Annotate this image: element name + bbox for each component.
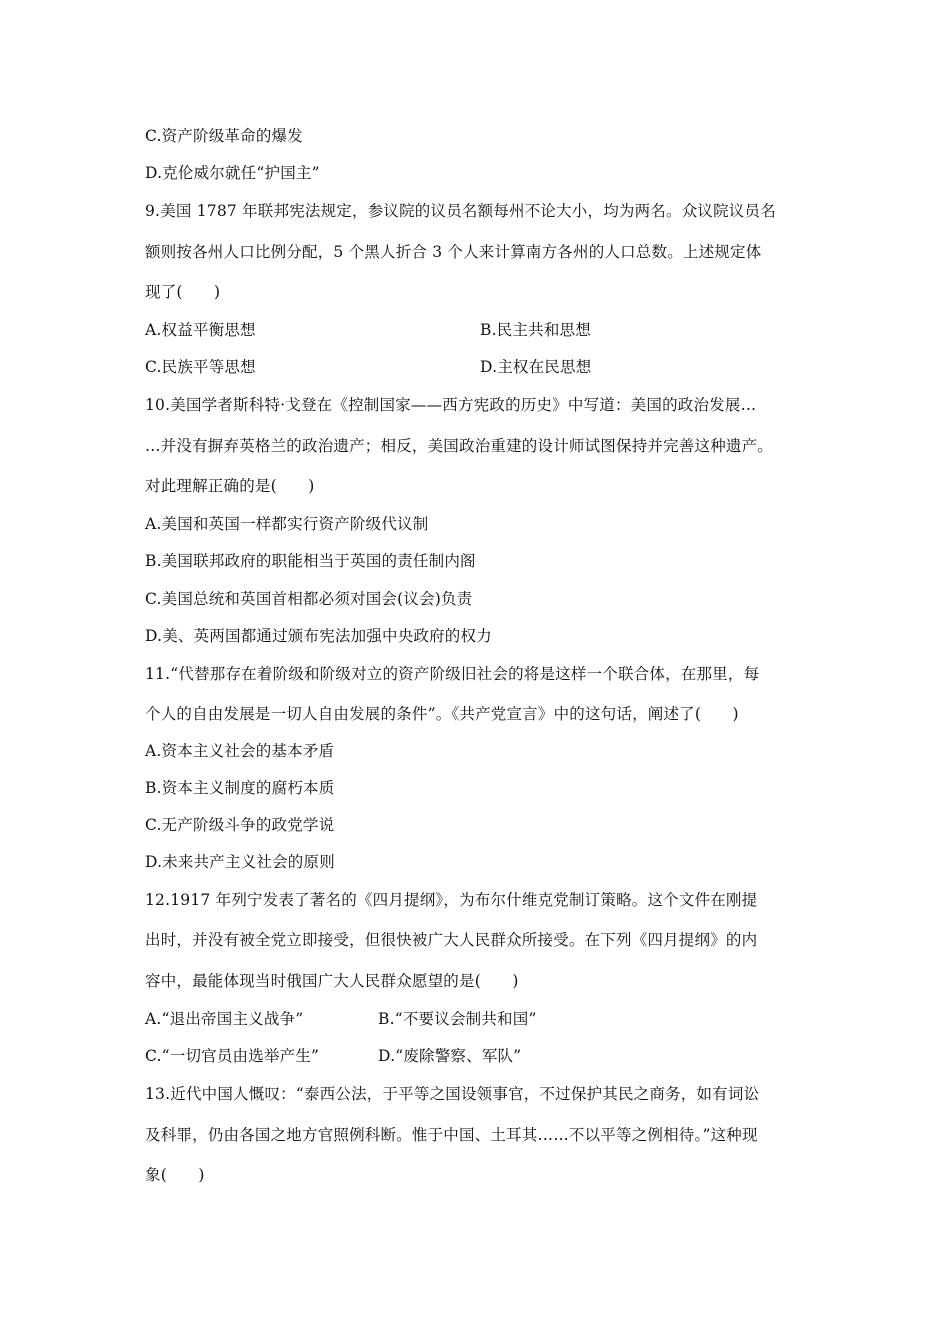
q9-option-a: A.权益平衡思想 (145, 321, 256, 339)
q12-stem-line2: 出时，并没有被全党立即接受，但很快被广大人民群众所接受。在下列《四月提纲》的内 (145, 931, 758, 949)
q13-stem-line2: 及科罪，仍由各国之地方官照例科断。惟于中国、土耳其……不以平等之例相待。”这种现 (145, 1126, 758, 1144)
q10-stem-line1: 10.美国学者斯科特·戈登在《控制国家——西方宪政的历史》中写道：美国的政治发展… (145, 396, 757, 414)
q13-stem-line1: 13.近代中国人慨叹：“泰西公法，于平等之国设领事官，不过保护其民之商务，如有词讼 (145, 1085, 760, 1103)
q9-stem-line1: 9.美国 1787 年联邦宪法规定，参议院的议员名额每州不论大小，均为两名。众议院议员名 (145, 202, 776, 220)
q10-option-b: B.美国联邦政府的职能相当于英国的责任制内阁 (145, 552, 476, 570)
q12-stem-line1: 12.1917 年列宁发表了著名的《四月提纲》，为布尔什维克党制订策略。这个文件在刚提 (145, 891, 758, 909)
q12-option-d: D.“废除警察、军队” (378, 1047, 522, 1065)
q10-option-a: A.美国和英国一样都实行资产阶级代议制 (145, 515, 429, 533)
q10-stem-line3: 对此理解正确的是( ) (145, 477, 315, 495)
q9-stem-line2: 额则按各州人口比例分配，5 个黑人折合 3 个人来计算南方各州的人口总数。上述规定体 (145, 243, 762, 261)
q11-stem-line1: 11.“代替那存在着阶级和阶级对立的资产阶级旧社会的将是这样一个联合体，在那里，每 (145, 665, 760, 683)
q9-option-b: B.民主共和思想 (480, 321, 591, 339)
q11-option-c: C.无产阶级斗争的政党学说 (145, 816, 335, 834)
q10-stem-line2: …并没有摒弃英格兰的政治遗产；相反，美国政治重建的设计师试图保持并完善这种遗产。 (145, 437, 774, 455)
q12-stem-line3: 容中，最能体现当时俄国广大人民群众愿望的是( ) (145, 972, 519, 990)
q9-option-d: D.主权在民思想 (480, 358, 592, 376)
q11-option-b: B.资本主义制度的腐朽本质 (145, 779, 335, 797)
q12-option-a: A.“退出帝国主义战争” (145, 1010, 304, 1028)
q13-stem-line3: 象( ) (145, 1166, 205, 1184)
q10-option-d: D.美、英两国都通过颁布宪法加强中央政府的权力 (145, 627, 492, 645)
q9-option-c: C.民族平等思想 (145, 358, 256, 376)
q9-stem-line3: 现了( ) (145, 283, 221, 301)
q11-option-a: A.资本主义社会的基本矛盾 (145, 742, 335, 760)
q11-option-d: D.未来共产主义社会的原则 (145, 853, 335, 871)
q12-option-c: C.“一切官员由选举产生” (145, 1047, 320, 1065)
q10-option-c: C.美国总统和英国首相都必须对国会(议会)负责 (145, 590, 473, 608)
q11-stem-line2: 个人的自由发展是一切人自由发展的条件”。《共产党宣言》中的这句话，阐述了( ) (145, 705, 739, 723)
q8-option-d: D.克伦威尔就任“护国主” (145, 164, 320, 182)
q8-option-c: C.资产阶级革命的爆发 (145, 127, 303, 145)
q12-option-b: B.“不要议会制共和国” (378, 1010, 537, 1028)
